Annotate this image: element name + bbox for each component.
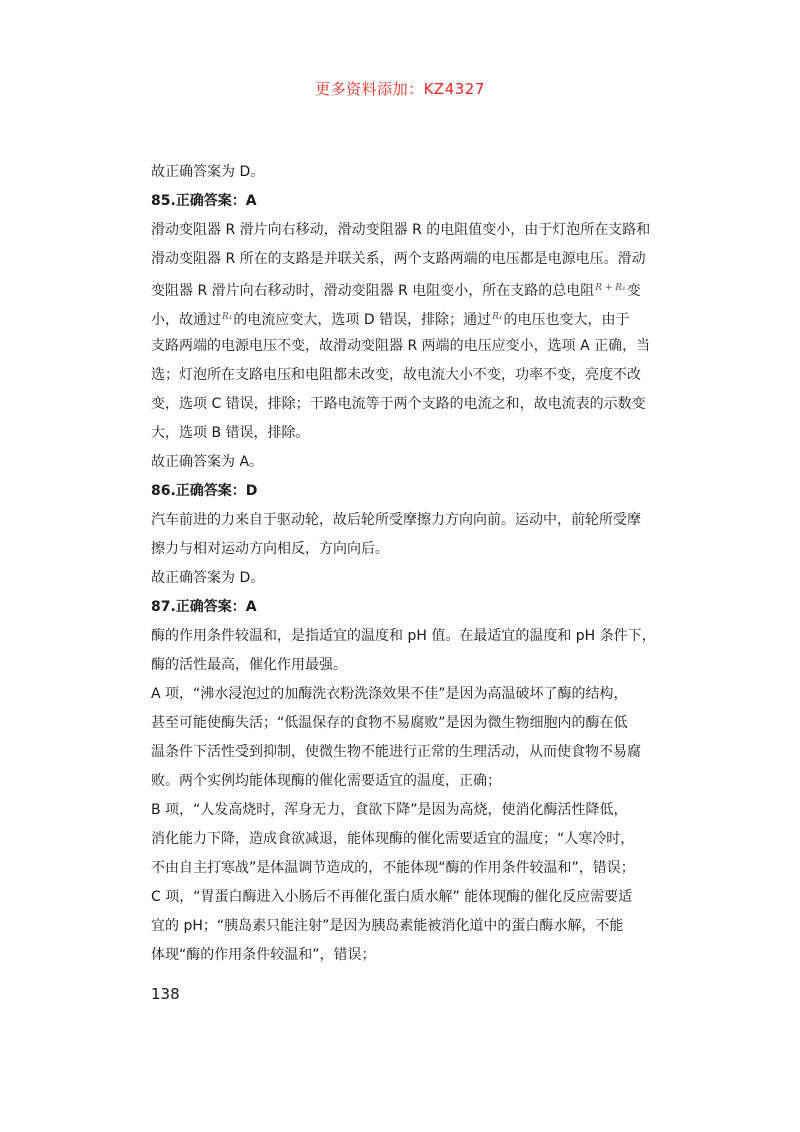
text-line: 滑动变阻器 R 所在的支路是并联关系，两个支路两端的电压都是电源电压。滑动 bbox=[151, 251, 646, 267]
text-line: 体现“酶的作用条件较温和”，错误； bbox=[151, 947, 376, 963]
text-line: 宜的 pH；“胰岛素只能注射”是因为胰岛素能被消化道中的蛋白酶水解，不能 bbox=[151, 918, 624, 934]
text-line: 支路两端的电源电压不变，故滑动变阻器 R 两端的电压应变小，选项 A 正确，当 bbox=[151, 338, 651, 354]
watermark-header: 更多资料添加：KZ4327 bbox=[315, 80, 485, 98]
text-line: 败。两个实例均能体现酶的催化需要适宜的温度，正确； bbox=[151, 773, 501, 789]
formula-r1: R₁ bbox=[222, 312, 233, 322]
text-line: 擦力与相对运动方向相反，方向向后。 bbox=[151, 541, 389, 557]
text-line: 汽车前进的力来自于驱动轮，故后轮所受摩擦力方向向前。运动中，前轮所受摩 bbox=[151, 512, 641, 528]
text-line: 不由自主打寒战”是体温调节造成的，不能体现“酶的作用条件较温和”，错误； bbox=[151, 860, 635, 876]
text-line: 故正确答案为 A。 bbox=[151, 454, 264, 470]
text-line: 甚至可能使酶失活；“低温保存的食物不易腐败”是因为微生物细胞内的酶在低 bbox=[151, 715, 628, 731]
text-line: C 项，“胃蛋白酶进入小肠后不再催化蛋白质水解” 能体现酶的催化反应需要适 bbox=[151, 889, 633, 905]
text-line: 故正确答案为 D。 bbox=[151, 164, 265, 180]
document-body bbox=[151, 158, 656, 970]
answer-heading-87: 87.正确答案：A bbox=[151, 599, 257, 615]
text-segment: 变 bbox=[626, 283, 641, 299]
text-line: 酶的活性最高，催化作用最强。 bbox=[151, 657, 347, 673]
answer-heading-85: 85.正确答案：A bbox=[151, 193, 257, 209]
formula-total-resistance: R + R₁ bbox=[595, 283, 626, 293]
text-line: 酶的作用条件较温和，是指适宜的温度和 pH 值。在最适宜的温度和 pH 条件下， bbox=[151, 628, 656, 644]
text-line: A 项，“沸水浸泡过的加酶洗衣粉洗涤效果不佳”是因为高温破坏了酶的结构， bbox=[151, 686, 628, 702]
text-segment: 小，故通过 bbox=[151, 312, 221, 328]
text-line-with-formula bbox=[151, 274, 651, 303]
text-line: B 项，“人发高烧时，浑身无力，食欲下降”是因为高烧，使消化酶活性降低， bbox=[151, 802, 628, 818]
text-line: 故正确答案为 D。 bbox=[151, 570, 265, 586]
text-line: 消化能力下降，造成食欲减退，能体现酶的催化需要适宜的温度；“人寒冷时， bbox=[151, 831, 635, 847]
text-line: 选；灯泡所在支路电压和电阻都未改变，故电流大小不变，功率不变，亮度不改 bbox=[151, 367, 641, 383]
text-segment: 的电压也变大，由于 bbox=[503, 312, 630, 328]
text-line: 温条件下活性受到抑制，使微生物不能进行正常的生理活动，从而使食物不易腐 bbox=[151, 744, 641, 760]
formula-r1: R₁ bbox=[492, 312, 503, 322]
page-number: 138 bbox=[151, 985, 180, 1003]
text-line: 滑动变阻器 R 滑片向右移动，滑动变阻器 R 的电阻值变小，由于灯泡所在支路和 bbox=[151, 222, 651, 238]
text-line: 大，选项 B 错误，排除。 bbox=[151, 425, 310, 441]
text-line: 变，选项 C 错误，排除；干路电流等于两个支路的电流之和，故电流表的示数变 bbox=[151, 396, 646, 412]
text-segment: 的电流应变大，选项 D 错误，排除；通过 bbox=[233, 312, 492, 328]
text-line-with-formula bbox=[151, 303, 651, 332]
answer-heading-86: 86.正确答案：D bbox=[151, 483, 258, 499]
text-segment: 变阻器 R 滑片向右移动时，滑动变阻器 R 电阻变小，所在支路的总电阻 bbox=[151, 283, 595, 299]
